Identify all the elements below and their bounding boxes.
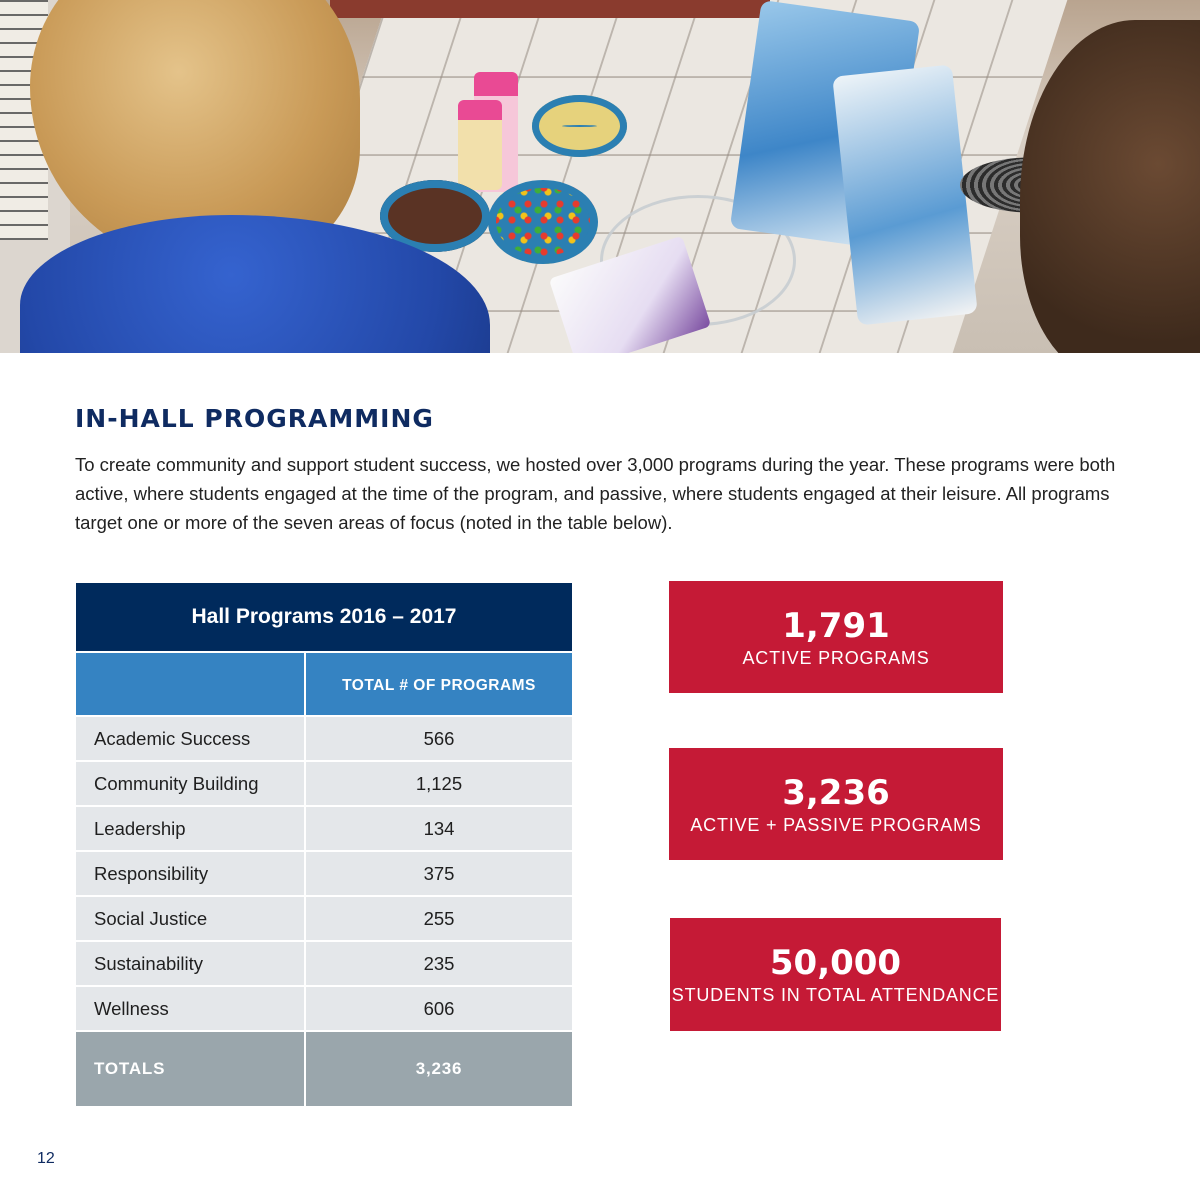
table-row bbox=[76, 850, 572, 895]
table-row bbox=[76, 715, 572, 760]
stat-label: ACTIVE PROGRAMS bbox=[742, 648, 930, 668]
totals-row bbox=[76, 1030, 572, 1106]
stat-number: 50,000 bbox=[769, 943, 902, 983]
student-hair bbox=[1020, 20, 1200, 353]
table-row bbox=[76, 805, 572, 850]
stat-total-programs bbox=[669, 748, 1003, 860]
stat-number: 1,791 bbox=[782, 606, 890, 646]
value-cell: 255 bbox=[304, 895, 572, 940]
section-heading: IN-HALL PROGRAMMING bbox=[75, 404, 434, 433]
stat-attendance bbox=[670, 918, 1001, 1031]
value-cell: 1,125 bbox=[304, 760, 572, 805]
sprinkles-jar bbox=[458, 100, 502, 190]
category-cell: Social Justice bbox=[76, 895, 304, 940]
value-cell: 566 bbox=[304, 715, 572, 760]
page-number: 12 bbox=[37, 1150, 55, 1167]
hero-photo bbox=[0, 0, 1200, 353]
table-title-row bbox=[76, 583, 572, 651]
table-row bbox=[76, 895, 572, 940]
table-title: Hall Programs 2016 – 2017 bbox=[76, 583, 572, 651]
hall-programs-table bbox=[76, 583, 572, 1106]
table-row bbox=[76, 940, 572, 985]
value-cell: 235 bbox=[304, 940, 572, 985]
table-row bbox=[76, 760, 572, 805]
category-cell: Wellness bbox=[76, 985, 304, 1030]
value-cell: 134 bbox=[304, 805, 572, 850]
category-cell: Responsibility bbox=[76, 850, 304, 895]
value-cell: 375 bbox=[304, 850, 572, 895]
header-empty-cell bbox=[76, 651, 304, 715]
stat-active-programs bbox=[669, 581, 1003, 693]
category-cell: Leadership bbox=[76, 805, 304, 850]
category-cell: Sustainability bbox=[76, 940, 304, 985]
column-header: TOTAL # OF PROGRAMS bbox=[304, 651, 572, 715]
intro-paragraph: To create community and support student success, we hosted over 3,000 programs during the year. These programs were both active, where students engaged at the time of the program, and passive, where students engaged at their leisure. All programs target one or more of the seven areas of focus (noted in the table below). bbox=[75, 454, 1116, 533]
category-cell: Community Building bbox=[76, 760, 304, 805]
backsplash bbox=[330, 0, 770, 18]
value-cell: 606 bbox=[304, 985, 572, 1030]
bowl-candies bbox=[488, 180, 598, 264]
stat-label: STUDENTS IN TOTAL ATTENDANCE bbox=[671, 985, 1000, 1005]
bowl-nuts bbox=[532, 95, 627, 157]
totals-label: TOTALS bbox=[76, 1030, 304, 1106]
category-cell: Academic Success bbox=[76, 715, 304, 760]
totals-value: 3,236 bbox=[304, 1030, 572, 1106]
stat-number: 3,236 bbox=[782, 773, 890, 813]
table-row bbox=[76, 985, 572, 1030]
stat-label: ACTIVE + PASSIVE PROGRAMS bbox=[690, 815, 982, 835]
table-header-row bbox=[76, 651, 572, 715]
